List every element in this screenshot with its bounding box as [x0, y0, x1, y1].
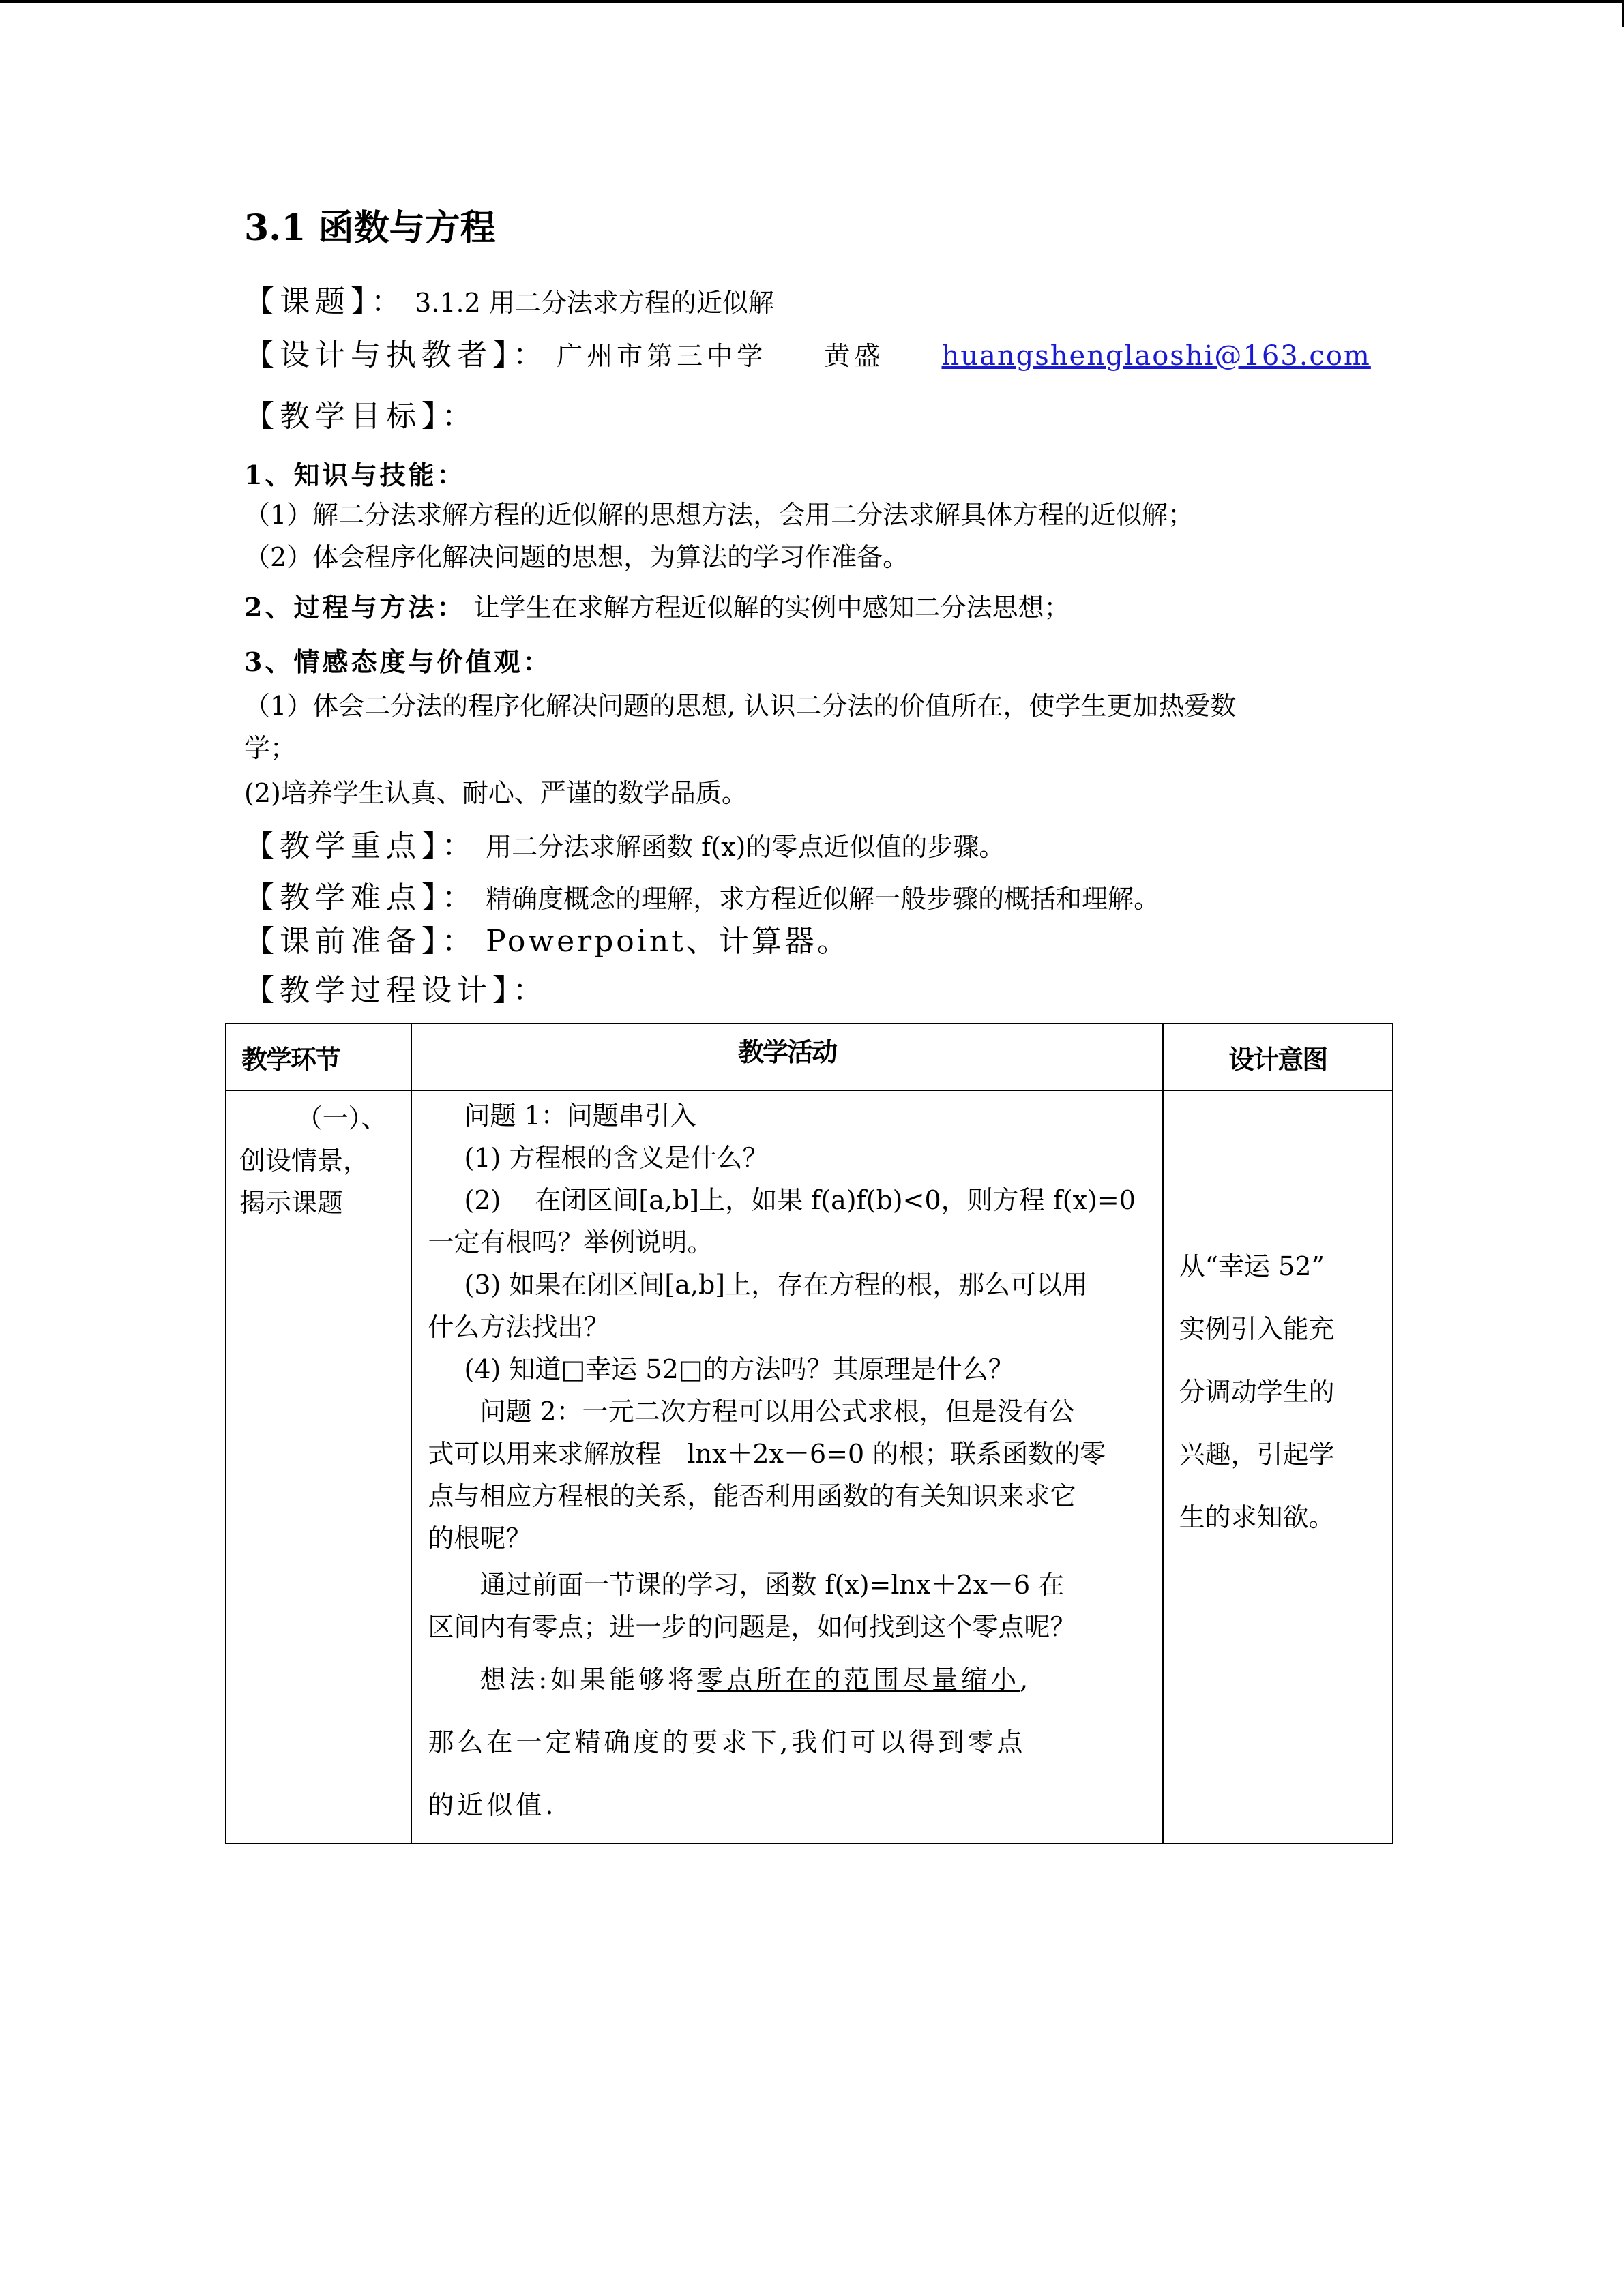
goal1-item-1: （1）解二分法求解方程的近似解的思想方法，会用二分法求解具体方程的近似解； [244, 500, 1194, 530]
question-1-item-4: (4) 知道□幸运 52□的方法吗？其原理是什么？ [464, 1354, 1014, 1384]
header-intent-text: 设计意图 [1228, 1044, 1327, 1075]
table-row [226, 1090, 1393, 1843]
goal3-item-1b: 学； [244, 733, 297, 763]
process-heading-text: 【教学过程设计】： [244, 973, 548, 1008]
activity-cell [411, 1090, 1162, 1843]
key-point-line [244, 829, 1005, 864]
goal1-heading: 1、知识与技能： [244, 460, 466, 490]
table-header-row [226, 1024, 1393, 1090]
preparation-label: 【课前准备】： [244, 924, 477, 959]
goals-heading-text: 【教学目标】： [244, 399, 477, 434]
designer-email-link[interactable]: huangshenglaoshi@163.com [941, 340, 1371, 372]
question-1-title: 问题 1：问题串引入 [464, 1101, 696, 1131]
question-2-line-2: 式可以用来求解放程 lnx＋2x－6=0 的根；联系函数的零 [428, 1439, 1106, 1469]
header-stage-text: 教学环节 [241, 1044, 340, 1075]
goal3-heading: 3、情感态度与价值观： [244, 646, 552, 677]
header-activity [411, 1024, 1162, 1090]
paragraph-3-line-1: 通过前面一节课的学习，函数 f(x)=lnx＋2x－6 在 [479, 1570, 1065, 1600]
designer-name: 黄盛 [824, 341, 885, 371]
question-2-line-3: 点与相应方程根的关系，能否利用函数的有关知识来求它 [428, 1481, 1076, 1511]
page-top-border [0, 0, 1624, 3]
intent-line-4: 兴趣，引起学 [1179, 1440, 1335, 1470]
header-stage [226, 1024, 411, 1090]
stage-line-3: 揭示课题 [239, 1188, 344, 1218]
idea-suffix: , [1020, 1665, 1032, 1695]
goal3-item-2: (2)培养学生认真、耐心、严谨的数学品质。 [244, 778, 748, 808]
goal2-text: 让学生在求解方程近似解的实例中感知二分法思想； [473, 593, 1070, 623]
header-intent [1163, 1024, 1393, 1090]
goal3-item-1a: （1）体会二分法的程序化解决问题的思想, 认识二分法的价值所在，使学生更加热爱数 [244, 691, 1237, 721]
question-1-item-2a: (2) 在闭区间[a,b]上，如果 f(a)f(b)<0，则方程 f(x)=0 [464, 1185, 1136, 1215]
intent-line-5: 生的求知欲。 [1179, 1502, 1335, 1532]
difficulty-line [244, 881, 1160, 916]
intent-line-3: 分调动学生的 [1179, 1377, 1335, 1407]
goals-heading [244, 400, 477, 434]
section-title: 3.1 函数与方程 [244, 207, 496, 249]
lesson-process-table [225, 1023, 1393, 1844]
stage-line-1: （一）、 [296, 1103, 387, 1133]
topic-label: 【课题】： [244, 284, 407, 319]
topic-value: 3.1.2 用二分法求方程的近似解 [415, 288, 774, 318]
process-heading [244, 974, 548, 1009]
idea-line-1 [428, 1648, 1146, 1711]
goal1-item-2: （2）体会程序化解决问题的思想，为算法的学习作准备。 [244, 542, 909, 572]
idea-prefix: 想法:如果能够将 [479, 1665, 698, 1695]
idea-line-3: 的近似值. [428, 1790, 557, 1820]
designer-school: 广州市第三中学 [557, 341, 767, 371]
question-2-line-1: 问题 2：一元二次方程可以用公式求根，但是没有公 [479, 1397, 1075, 1427]
difficulty-text: 精确度概念的理解，求方程近似解一般步骤的概括和理解。 [486, 884, 1160, 914]
question-1-item-2b: 一定有根吗？举例说明。 [428, 1227, 713, 1257]
preparation-line [244, 925, 850, 959]
header-activity-text: 教学活动 [737, 1037, 836, 1067]
question-1-item-1: (1) 方程根的含义是什么？ [464, 1143, 769, 1173]
intent-line-1: 从“幸运 52” [1179, 1251, 1325, 1281]
designer-line [244, 338, 1371, 373]
stage-line-2: 创设情景， [239, 1146, 370, 1176]
paragraph-3-line-2: 区间内有零点；进一步的问题是，如何找到这个零点呢？ [428, 1612, 1076, 1642]
question-1-item-3a: (3) 如果在闭区间[a,b]上，存在方程的根，那么可以用 [464, 1270, 1089, 1300]
intent-cell [1163, 1090, 1393, 1843]
question-1-item-3b: 什么方法找出？ [428, 1312, 610, 1342]
intent-line-2: 实例引入能充 [1179, 1314, 1335, 1344]
designer-label: 【设计与执教者】： [244, 338, 548, 372]
key-point-text: 用二分法求解函数 f(x)的零点近似值的步骤。 [486, 832, 1005, 862]
stage-cell [226, 1090, 411, 1843]
difficulty-label: 【教学难点】： [244, 880, 477, 915]
topic-line [244, 285, 774, 320]
goal2-line [244, 591, 1070, 625]
question-2-line-4: 的根呢？ [428, 1523, 532, 1553]
idea-underlined-text: 零点所在的范围尽量缩小 [697, 1665, 1020, 1695]
key-point-label: 【教学重点】： [244, 829, 477, 863]
preparation-text: Powerpoint、计算器。 [486, 924, 850, 959]
idea-line-2: 那么在一定精确度的要求下,我们可以得到零点 [428, 1727, 1027, 1757]
goal2-heading: 2、过程与方法： [244, 592, 466, 623]
